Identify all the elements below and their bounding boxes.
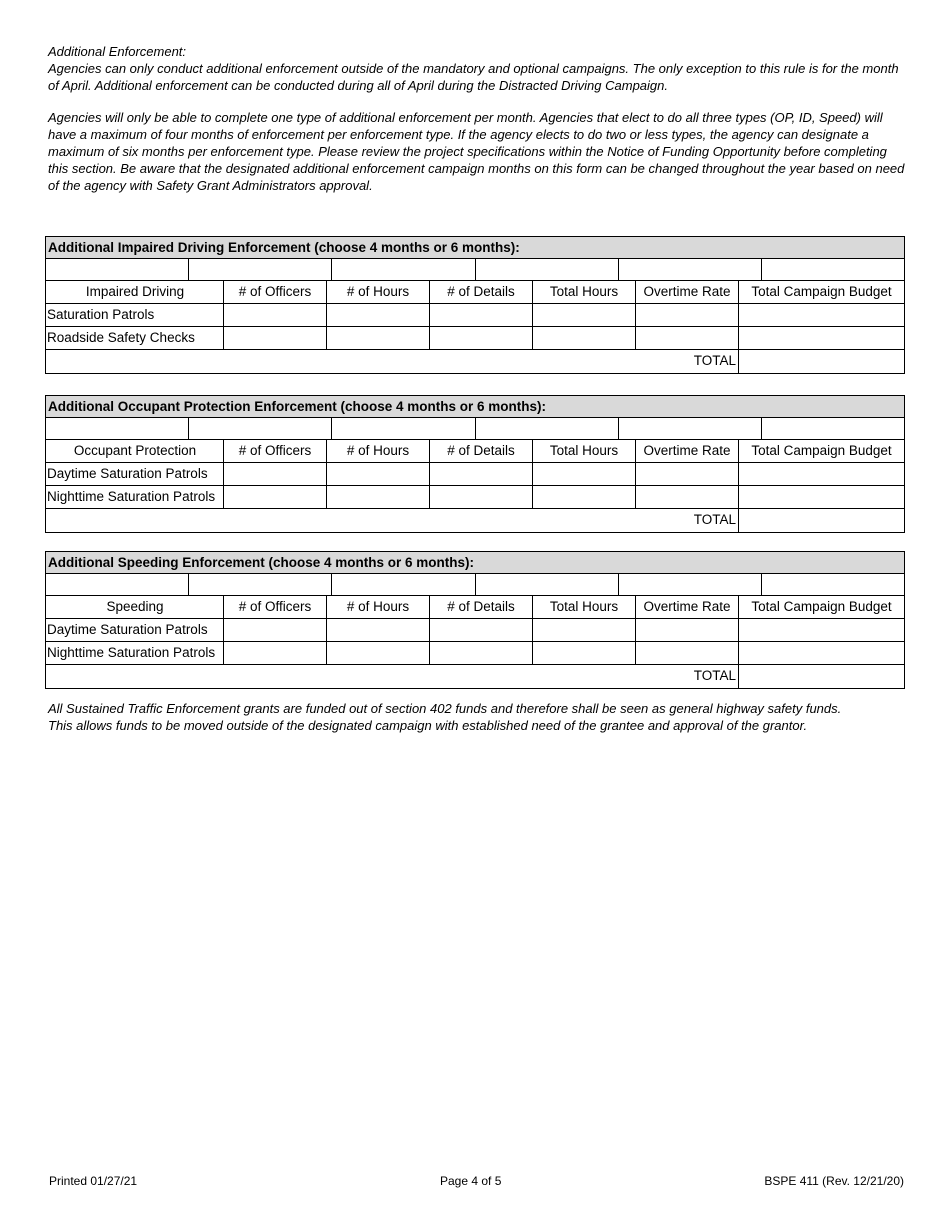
intro-section [48, 44, 910, 194]
officers-input[interactable] [224, 486, 327, 508]
campaign-budget-input[interactable] [739, 619, 904, 641]
header-row [46, 440, 904, 463]
details-input[interactable] [430, 304, 533, 326]
column-header-total-budget: Total Campaign Budget [751, 443, 892, 458]
column-header-hours: # of Hours [327, 440, 430, 462]
row-label: Daytime Saturation Patrols [46, 619, 224, 641]
month-input[interactable] [189, 259, 332, 280]
total-hours-input[interactable] [533, 486, 636, 508]
hours-input[interactable] [327, 642, 430, 664]
column-header-officers: # of Officers [224, 596, 327, 618]
category-header: Speeding [46, 596, 224, 618]
details-input[interactable] [430, 486, 533, 508]
form-number: BSPE 411 (Rev. 12/21/20) [764, 1174, 904, 1188]
row-label: Roadside Safety Checks [46, 327, 224, 349]
month-selection-row [46, 574, 904, 596]
row-label: Nighttime Saturation Patrols [46, 642, 224, 664]
month-input[interactable] [476, 418, 619, 439]
month-input[interactable] [46, 259, 189, 280]
intro-paragraph-1: Agencies can only conduct additional enforcement outside of the mandatory and optional campaigns. The only exception to this rule is for the month of April. Additional enforcement can be conducted during all of April during the Distracted Driving Campaign. [48, 60, 899, 93]
month-input[interactable] [762, 259, 904, 280]
column-header-details: # of Details [430, 281, 533, 303]
column-header-overtime-rate: Overtime Rate [636, 281, 739, 303]
total-label: TOTAL [46, 350, 739, 373]
column-header-officers: # of Officers [224, 281, 327, 303]
total-row [46, 665, 904, 688]
row-label: Saturation Patrols [46, 304, 224, 326]
funding-note [48, 700, 918, 734]
column-header-overtime-rate: Overtime Rate [636, 596, 739, 618]
hours-input[interactable] [327, 304, 430, 326]
month-input[interactable] [189, 418, 332, 439]
campaign-budget-input[interactable] [739, 642, 904, 664]
table-row [46, 642, 904, 665]
category-header: Impaired Driving [46, 281, 224, 303]
hours-input[interactable] [327, 327, 430, 349]
month-input[interactable] [476, 259, 619, 280]
column-header-total-hours: Total Hours [533, 440, 636, 462]
column-header-details: # of Details [430, 596, 533, 618]
column-header-officers: # of Officers [224, 440, 327, 462]
intro-paragraph-2: Agencies will only be able to complete one type of additional enforcement per month. Agencies that elect to do all three types (OP, ID, Speed) will have a maximum of four months of enforcement per enforcement type. If the agency elects to do two or less types, the agency can designate a maximum of six months per enforcement type. Please review the project specifications within the Notice of Funding Opportunity before completing this section. Be aware that the designated additional enforcement campaign months on this form can be changed throughout the year based on need of the agency with Safety Grant Administrators approval. [48, 110, 905, 193]
column-header-hours: # of Hours [327, 596, 430, 618]
hours-input[interactable] [327, 486, 430, 508]
table-row [46, 327, 904, 350]
month-selection-row [46, 259, 904, 281]
hours-input[interactable] [327, 619, 430, 641]
month-input[interactable] [619, 574, 762, 595]
month-input[interactable] [619, 418, 762, 439]
total-input[interactable] [739, 350, 904, 373]
campaign-budget-input[interactable] [739, 327, 904, 349]
total-label: TOTAL [46, 665, 739, 688]
table-row [46, 619, 904, 642]
campaign-budget-input[interactable] [739, 463, 904, 485]
overtime-rate-input[interactable] [636, 463, 739, 485]
occupant-protection-table [45, 395, 905, 533]
column-header-details: # of Details [430, 440, 533, 462]
table-title: Additional Impaired Driving Enforcement (choose 4 months or 6 months): [46, 237, 904, 259]
table-row [46, 463, 904, 486]
overtime-rate-input[interactable] [636, 304, 739, 326]
speeding-table [45, 551, 905, 689]
total-hours-input[interactable] [533, 304, 636, 326]
row-label: Daytime Saturation Patrols [46, 463, 224, 485]
officers-input[interactable] [224, 304, 327, 326]
column-header-total-hours: Total Hours [533, 596, 636, 618]
overtime-rate-input[interactable] [636, 619, 739, 641]
month-input[interactable] [619, 259, 762, 280]
officers-input[interactable] [224, 619, 327, 641]
total-row [46, 350, 904, 373]
table-row [46, 486, 904, 509]
details-input[interactable] [430, 327, 533, 349]
month-input[interactable] [762, 418, 904, 439]
total-input[interactable] [739, 509, 904, 532]
month-selection-row [46, 418, 904, 440]
total-hours-input[interactable] [533, 463, 636, 485]
funding-note-line-2: This allows funds to be moved outside of the designated campaign with established need of the grantee and approval of the grantor. [48, 718, 808, 733]
funding-note-line-1: All Sustained Traffic Enforcement grants are funded out of section 402 funds and therefore shall be seen as general highway safety funds. [48, 701, 842, 716]
campaign-budget-input[interactable] [739, 486, 904, 508]
overtime-rate-input[interactable] [636, 327, 739, 349]
month-input[interactable] [46, 418, 189, 439]
month-input[interactable] [46, 574, 189, 595]
column-header-overtime-rate: Overtime Rate [636, 440, 739, 462]
table-title: Additional Speeding Enforcement (choose 4 months or 6 months): [46, 552, 904, 574]
header-row [46, 281, 904, 304]
details-input[interactable] [430, 463, 533, 485]
month-input[interactable] [189, 574, 332, 595]
overtime-rate-input[interactable] [636, 642, 739, 664]
printed-date: Printed 01/27/21 [49, 1174, 138, 1188]
column-header-total-budget: Total Campaign Budget [751, 284, 892, 299]
page-number: Page 4 of 5 [440, 1174, 502, 1188]
officers-input[interactable] [224, 327, 327, 349]
hours-input[interactable] [327, 463, 430, 485]
total-row [46, 509, 904, 532]
total-hours-input[interactable] [533, 327, 636, 349]
overtime-rate-input[interactable] [636, 486, 739, 508]
total-hours-input[interactable] [533, 642, 636, 664]
impaired-driving-table [45, 236, 905, 374]
month-input[interactable] [476, 574, 619, 595]
campaign-budget-input[interactable] [739, 304, 904, 326]
category-header: Occupant Protection [46, 440, 224, 462]
month-input[interactable] [332, 574, 475, 595]
table-row [46, 304, 904, 327]
column-header-total-hours: Total Hours [533, 281, 636, 303]
details-input[interactable] [430, 642, 533, 664]
total-hours-input[interactable] [533, 619, 636, 641]
month-input[interactable] [332, 418, 475, 439]
table-title: Additional Occupant Protection Enforcement (choose 4 months or 6 months): [46, 396, 904, 418]
month-input[interactable] [332, 259, 475, 280]
intro-heading: Additional Enforcement: [48, 44, 187, 59]
column-header-total-budget: Total Campaign Budget [751, 599, 892, 614]
officers-input[interactable] [224, 642, 327, 664]
total-label: TOTAL [46, 509, 739, 532]
header-row [46, 596, 904, 619]
details-input[interactable] [430, 619, 533, 641]
total-input[interactable] [739, 665, 904, 688]
row-label: Nighttime Saturation Patrols [46, 486, 224, 508]
column-header-hours: # of Hours [327, 281, 430, 303]
month-input[interactable] [762, 574, 904, 595]
officers-input[interactable] [224, 463, 327, 485]
